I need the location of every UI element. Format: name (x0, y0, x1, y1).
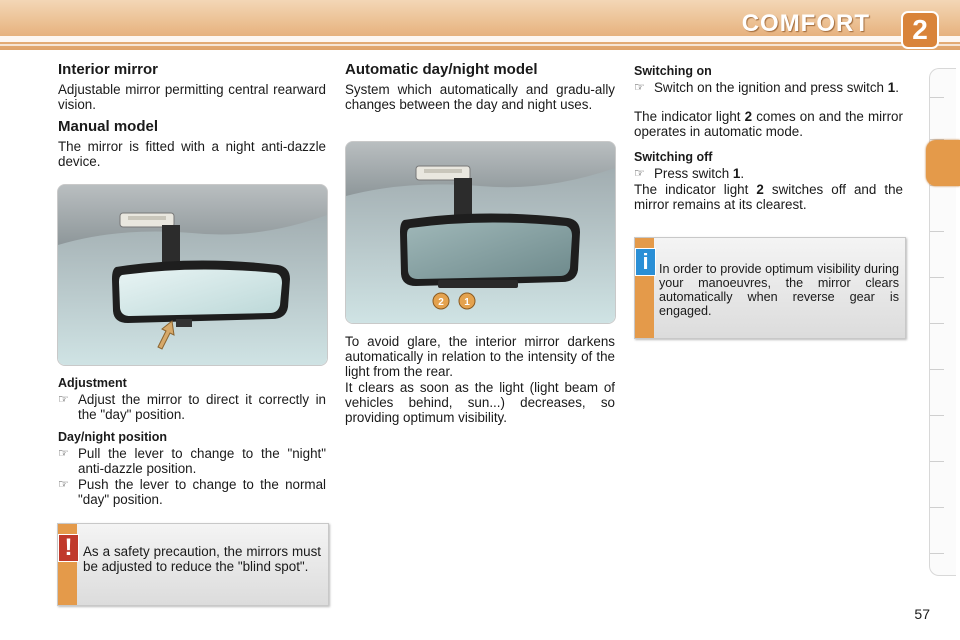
auto-para-2: It clears as soon as the light (light beam of vehicles behind, sun...) decreases, so providing optimum visibility. (345, 380, 615, 425)
manual-mirror-photo (57, 184, 328, 366)
info-text: In order to provide optimum visibility during your manoeuvres, the mirror clears automatically when reverse gear is engaged. (659, 262, 899, 318)
info-icon: i (635, 248, 656, 276)
pointing-hand-icon: ☞ (634, 166, 645, 180)
page-number: 57 (914, 606, 930, 622)
auto-para-1: To avoid glare, the interior mirror darkens automatically in relation to the intensity of the light from the rear. (345, 334, 615, 379)
switching-on-title: Switching on (634, 64, 712, 78)
pointing-hand-icon: ☞ (58, 477, 69, 491)
switching-on-item: ☞ Switch on the ignition and press switch 1. (634, 80, 899, 95)
switching-off-item: ☞ Press switch 1. (634, 166, 745, 181)
daynight-item-day: ☞ Push the lever to change to the normal "day" position. (58, 477, 326, 507)
switching-off-title: Switching off (634, 150, 713, 164)
daynight-item-night: ☞ Pull the lever to change to the "night" anti-dazzle position. (58, 446, 326, 476)
info-box (634, 237, 906, 339)
auto-model-intro: System which automatically and gradu-ally changes between the day and night uses. (345, 82, 615, 112)
photo-label-1: 1 (464, 297, 470, 308)
auto-model-title: Automatic day/night model (345, 61, 538, 78)
interior-mirror-title: Interior mirror (58, 61, 159, 78)
daynight-title: Day/night position (58, 430, 168, 444)
switching-off-text: The indicator light 2 switches off and the mirror remains at its clearest. (634, 182, 903, 212)
manual-model-text: The mirror is fitted with a night anti-dazzle device. (58, 139, 326, 169)
adjustment-item: ☞ Adjust the mirror to direct it correctly in the "day" position. (58, 392, 326, 422)
pointing-hand-icon: ☞ (634, 80, 645, 94)
active-chapter-tab[interactable] (926, 140, 960, 186)
photo-label-2: 2 (438, 297, 444, 308)
warning-icon: ! (58, 534, 79, 562)
pointing-hand-icon: ☞ (58, 446, 69, 460)
warning-text: As a safety precaution, the mirrors must be adjusted to reduce the "blind spot". (83, 544, 321, 574)
adjustment-title: Adjustment (58, 376, 127, 390)
warning-box (57, 523, 329, 606)
pointing-hand-icon: ☞ (58, 392, 69, 406)
chapter-number: 2 (912, 14, 928, 45)
manual-model-title: Manual model (58, 118, 159, 135)
auto-mirror-photo (345, 141, 616, 324)
section-title: COMFORT (741, 10, 870, 37)
interior-mirror-intro: Adjustable mirror permitting central rearward vision. (58, 82, 326, 112)
switching-on-text: The indicator light 2 comes on and the mirror operates in automatic mode. (634, 109, 903, 139)
